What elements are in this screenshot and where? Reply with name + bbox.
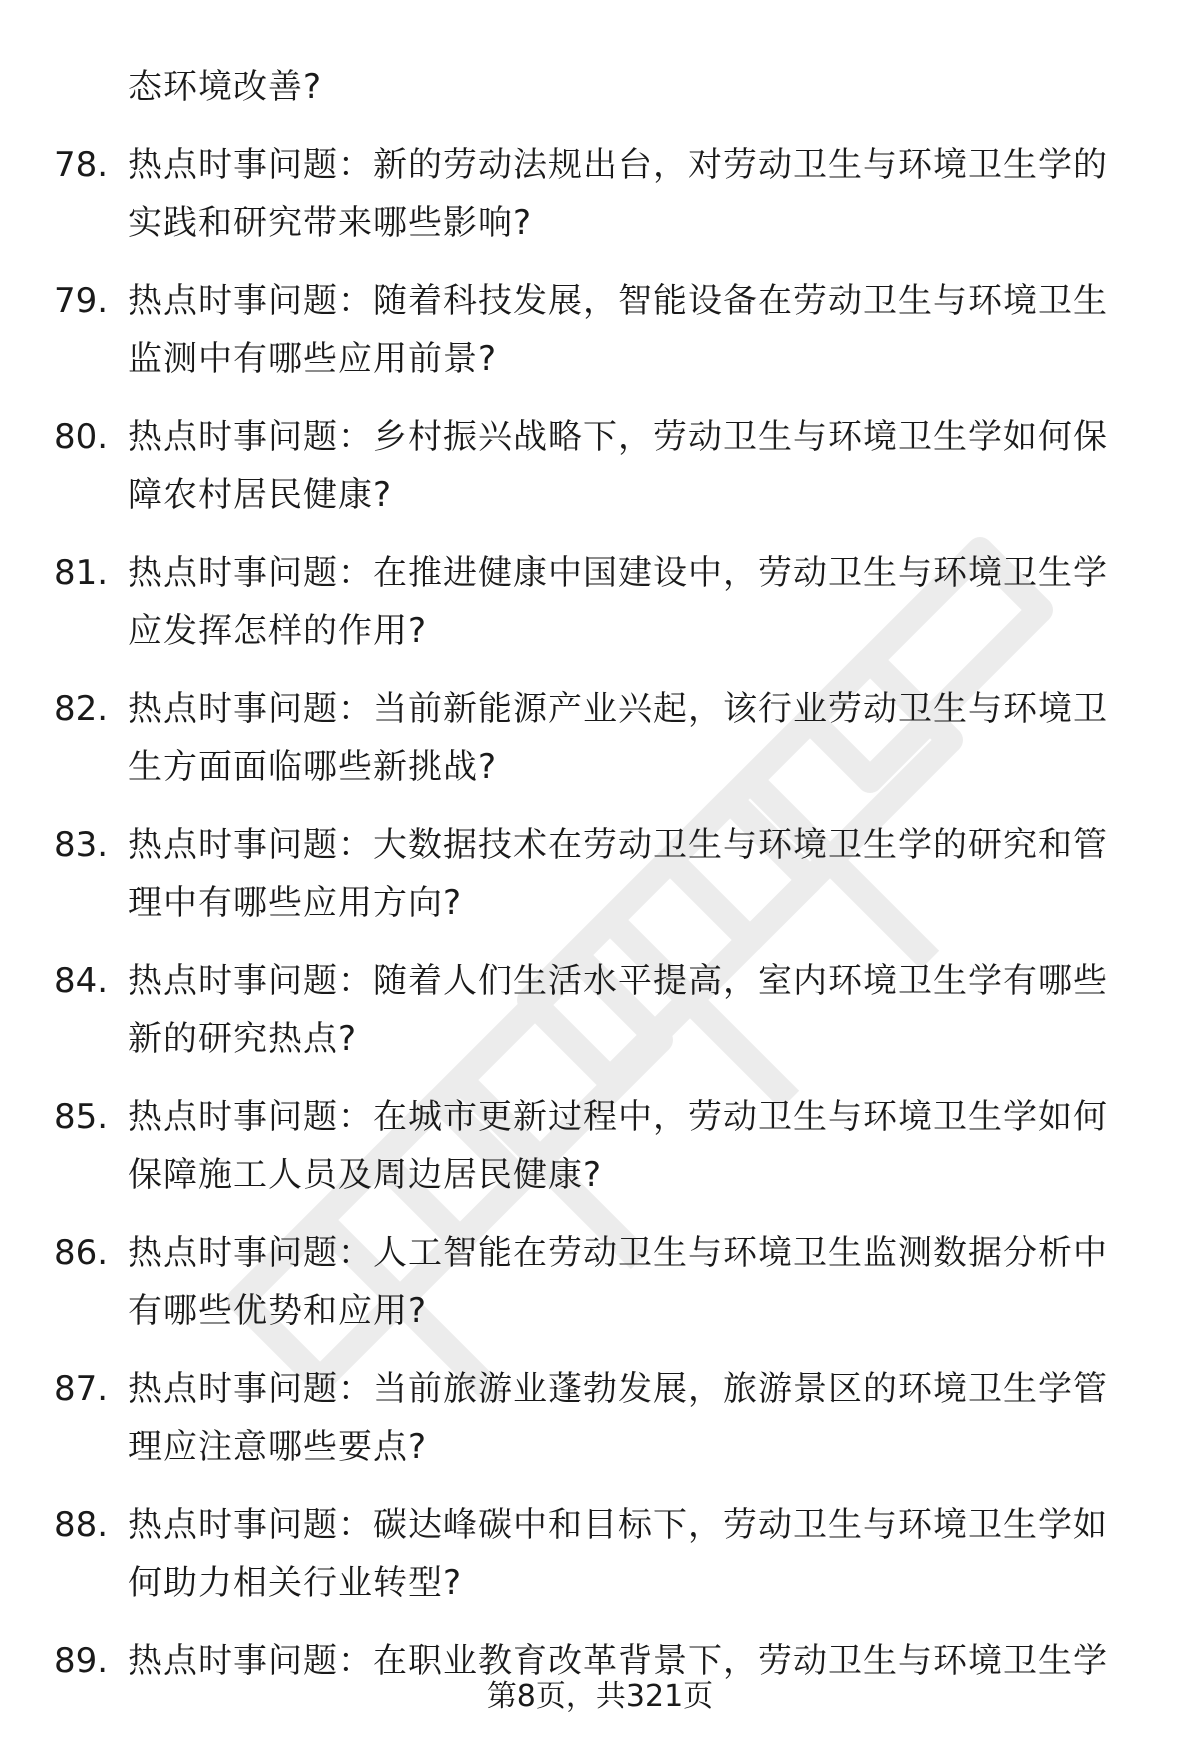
item-text: 热点时事问题：人工智能在劳动卫生与环境卫生监测数据分析中有哪些优势和应用?	[128, 1233, 1108, 1331]
item-number: 89.	[54, 1641, 109, 1681]
item-number: 86.	[54, 1233, 109, 1273]
question-list	[0, 58, 1200, 1690]
item-number: 80.	[54, 417, 109, 457]
continuation-text: 态环境改善?	[128, 67, 323, 107]
page-footer: 第8页，共321页	[486, 1679, 714, 1714]
list-item	[0, 680, 1200, 796]
list-item	[0, 1088, 1200, 1204]
item-number: 82.	[54, 689, 109, 729]
item-text: 热点时事问题：当前新能源产业兴起，该行业劳动卫生与环境卫生方面面临哪些新挑战?	[128, 689, 1108, 787]
item-number: 84.	[54, 961, 109, 1001]
item-text: 热点时事问题：乡村振兴战略下，劳动卫生与环境卫生学如何保障农村居民健康?	[128, 417, 1108, 515]
item-text: 热点时事问题：在推进健康中国建设中，劳动卫生与环境卫生学应发挥怎样的作用?	[128, 553, 1108, 651]
item-text: 热点时事问题：随着人们生活水平提高，室内环境卫生学有哪些新的研究热点?	[128, 961, 1108, 1059]
item-text: 热点时事问题：在职业教育改革背景下，劳动卫生与环境卫生学	[128, 1641, 1108, 1681]
item-text: 热点时事问题：大数据技术在劳动卫生与环境卫生学的研究和管理中有哪些应用方向?	[128, 825, 1108, 923]
list-item	[0, 1224, 1200, 1340]
list-item	[0, 136, 1200, 252]
list-item	[0, 408, 1200, 524]
list-item	[0, 1496, 1200, 1612]
item-text: 热点时事问题：随着科技发展，智能设备在劳动卫生与环境卫生监测中有哪些应用前景?	[128, 281, 1108, 379]
item-number: 81.	[54, 553, 109, 593]
item-number: 88.	[54, 1505, 109, 1545]
item-number: 79.	[54, 281, 109, 321]
list-item	[0, 272, 1200, 388]
item-number: 83.	[54, 825, 109, 865]
item-number: 78.	[54, 145, 109, 185]
list-item	[0, 1360, 1200, 1476]
item-text: 热点时事问题：当前旅游业蓬勃发展，旅游景区的环境卫生学管理应注意哪些要点?	[128, 1369, 1108, 1467]
item-text: 热点时事问题：碳达峰碳中和目标下，劳动卫生与环境卫生学如何助力相关行业转型?	[128, 1505, 1108, 1603]
list-item	[0, 544, 1200, 660]
item-number: 87.	[54, 1369, 109, 1409]
list-item	[0, 952, 1200, 1068]
item-text: 热点时事问题：在城市更新过程中，劳动卫生与环境卫生学如何保障施工人员及周边居民健康?	[128, 1097, 1108, 1195]
item-number: 85.	[54, 1097, 109, 1137]
list-item	[0, 816, 1200, 932]
item-text: 热点时事问题：新的劳动法规出台，对劳动卫生与环境卫生学的实践和研究带来哪些影响?	[128, 145, 1108, 243]
